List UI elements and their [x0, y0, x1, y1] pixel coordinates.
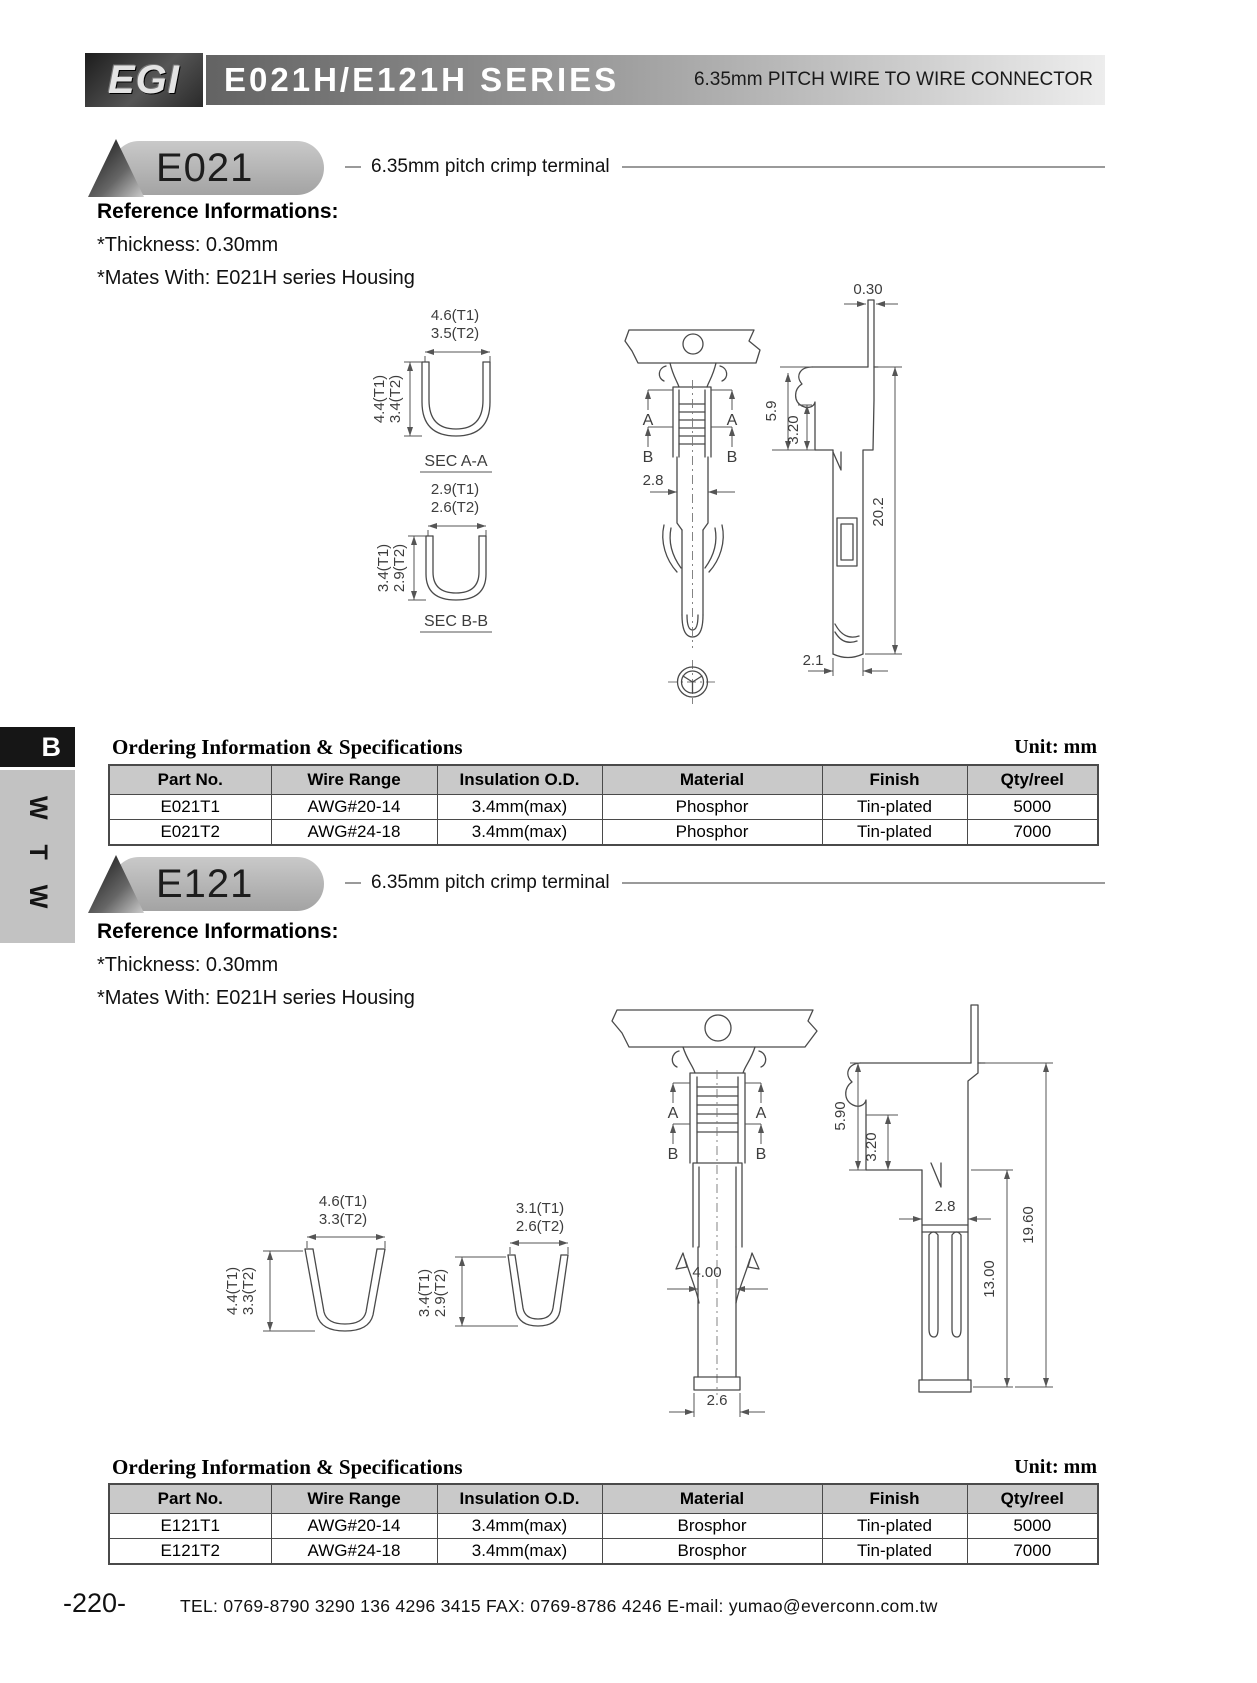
- dim-label: 5.90: [832, 1101, 849, 1131]
- table-row: [109, 820, 1098, 846]
- e021-unit-label: Unit: mm: [1014, 736, 1097, 758]
- col-header: Qty/reel: [967, 1484, 1098, 1514]
- col-header: Material: [602, 765, 822, 795]
- dim-label: 3.3(T2): [240, 1266, 257, 1316]
- dim-label: 3.3(T2): [318, 1211, 368, 1228]
- dim-label: 2.9(T2): [432, 1268, 449, 1318]
- section-label: SEC A-A: [424, 453, 488, 470]
- e121-technical-drawing: [215, 925, 1037, 1425]
- dim-label: 0.30: [853, 281, 883, 298]
- sidebar-index-letter: B: [41, 731, 61, 762]
- dim-label: 4.4(T1): [224, 1266, 241, 1316]
- cell: Tin-plated: [822, 820, 967, 846]
- table-header-row: [109, 765, 1098, 795]
- col-header: Insulation O.D.: [437, 1484, 602, 1514]
- col-header: Wire Range: [271, 1484, 437, 1514]
- table-row: [109, 1539, 1098, 1565]
- dim-label: 2.1: [802, 652, 824, 669]
- col-header: Qty/reel: [967, 765, 1098, 795]
- dim-label: 2.8: [934, 1198, 956, 1215]
- caption-line: [345, 166, 361, 168]
- section-mark-a: A: [726, 412, 738, 429]
- e021-technical-drawing: [330, 280, 1120, 710]
- cell: Brosphor: [602, 1539, 822, 1565]
- dim-label: 2.9(T1): [430, 481, 480, 498]
- brand-logo: [85, 53, 203, 107]
- caption-line: [345, 882, 361, 884]
- e121-ref-thickness: *Thickness: 0.30mm: [97, 954, 279, 976]
- e121-badge-label: E121: [156, 861, 254, 906]
- e021-badge-label: E021: [156, 145, 254, 190]
- section-mark-a: A: [642, 412, 654, 429]
- e021-ref-heading: Reference Informations:: [97, 200, 339, 223]
- dim-label: 3.20: [785, 415, 802, 445]
- e021-sec-aa: [371, 307, 492, 472]
- dim-label: 4.4(T1): [371, 374, 388, 424]
- section-mark-b: B: [755, 1146, 767, 1163]
- dim-label: 3.20: [863, 1132, 880, 1162]
- dim-label: 4.6(T1): [430, 307, 480, 324]
- dim-label: 5.9: [763, 400, 780, 422]
- cell: 3.4mm(max): [437, 795, 602, 820]
- cell: E021T2: [109, 820, 271, 846]
- table-row: [109, 795, 1098, 820]
- e121-side-view: [832, 1005, 1053, 1392]
- dim-label: 19.60: [1020, 1206, 1037, 1244]
- e121-front-view: [612, 1010, 817, 1417]
- cell: Brosphor: [602, 1514, 822, 1539]
- section-mark-b: B: [667, 1146, 679, 1163]
- dim-label: 4.6(T1): [318, 1193, 368, 1210]
- header-bar: [206, 55, 1105, 105]
- e021-ref-mates: *Mates With: E021H series Housing: [97, 267, 415, 289]
- cell: AWG#24-18: [271, 820, 437, 846]
- e021-sec-bb: [375, 481, 492, 632]
- e021-side-view: [763, 281, 902, 676]
- e021-caption: 6.35mm pitch crimp terminal: [371, 156, 610, 177]
- cell: 3.4mm(max): [437, 820, 602, 846]
- dim-label: 2.6: [706, 1392, 728, 1409]
- cell: AWG#20-14: [271, 795, 437, 820]
- dim-label: 2.6(T2): [515, 1218, 565, 1235]
- e121-caption: 6.35mm pitch crimp terminal: [371, 872, 610, 893]
- dim-label: 2.9(T2): [391, 543, 408, 593]
- e021-spec-title: Ordering Information & Specifications: [112, 735, 463, 759]
- dim-label: 3.1(T1): [515, 1200, 565, 1217]
- section-mark-a: A: [667, 1105, 679, 1122]
- dim-label: 2.6(T2): [430, 499, 480, 516]
- e121-sec-bb: [416, 1200, 568, 1326]
- cell: E121T1: [109, 1514, 271, 1539]
- series-subtitle: 6.35mm PITCH WIRE TO WIRE CONNECTOR: [693, 69, 1093, 90]
- section-mark-a: A: [755, 1105, 767, 1122]
- cell: E121T2: [109, 1539, 271, 1565]
- badge-triangle-icon: [88, 855, 144, 913]
- e021-badge: [88, 139, 338, 197]
- cell: 5000: [967, 795, 1098, 820]
- caption-line: [622, 882, 1105, 884]
- col-header: Insulation O.D.: [437, 765, 602, 795]
- cell: Tin-plated: [822, 795, 967, 820]
- cell: AWG#24-18: [271, 1539, 437, 1565]
- dim-label: 3.4(T1): [416, 1268, 433, 1318]
- e121-caption-row: [345, 874, 1105, 892]
- e021-caption-row: [345, 158, 1105, 176]
- cell: 5000: [967, 1514, 1098, 1539]
- col-header: Part No.: [109, 1484, 271, 1514]
- e021-ref-thickness: *Thickness: 0.30mm: [97, 234, 279, 256]
- dim-label: 3.4(T2): [387, 374, 404, 424]
- brand-logo-text: EGI: [108, 57, 180, 102]
- e121-unit-label: Unit: mm: [1014, 1456, 1097, 1478]
- badge-triangle-icon: [88, 139, 144, 197]
- caption-line: [622, 166, 1105, 168]
- cell: 3.4mm(max): [437, 1514, 602, 1539]
- cell: AWG#20-14: [271, 1514, 437, 1539]
- section-mark-b: B: [726, 449, 738, 466]
- col-header: Material: [602, 1484, 822, 1514]
- cell: 3.4mm(max): [437, 1539, 602, 1565]
- cell: 7000: [967, 1539, 1098, 1565]
- col-header: Finish: [822, 765, 967, 795]
- section-label: SEC B-B: [423, 613, 489, 630]
- e121-spec-title: Ordering Information & Specifications: [112, 1455, 463, 1479]
- section-mark-b: B: [642, 449, 654, 466]
- dim-label: 2.8: [642, 472, 664, 489]
- dim-label: 13.00: [981, 1260, 998, 1298]
- dim-label: 4.00: [692, 1264, 722, 1281]
- cell: 7000: [967, 820, 1098, 846]
- sidebar-index-tab: [0, 727, 75, 767]
- e021-spec-table: [108, 764, 1099, 846]
- col-header: Finish: [822, 1484, 967, 1514]
- e121-ref-heading: Reference Informations:: [97, 920, 339, 943]
- e121-spec-table: [108, 1483, 1099, 1565]
- cell: E021T1: [109, 795, 271, 820]
- dim-label: 3.5(T2): [430, 325, 480, 342]
- sidebar-category-box: [0, 770, 75, 943]
- cell: Tin-plated: [822, 1514, 967, 1539]
- col-header: Part No.: [109, 765, 271, 795]
- table-header-row: [109, 1484, 1098, 1514]
- cell: Phosphor: [602, 795, 822, 820]
- sidebar-category-label: W T W: [24, 795, 52, 918]
- col-header: Wire Range: [271, 765, 437, 795]
- e121-sec-aa: [224, 1193, 385, 1331]
- table-row: [109, 1514, 1098, 1539]
- dim-label: 20.2: [870, 497, 887, 527]
- page-number: -220-: [63, 1588, 127, 1618]
- dim-label: 3.4(T1): [375, 543, 392, 593]
- cell: Tin-plated: [822, 1539, 967, 1565]
- e021-front-view: [625, 330, 760, 704]
- contact-info: TEL: 0769-8790 3290 136 4296 3415 FAX: 0769-8786 4246 E-mail: yumao@everconn.com.tw: [180, 1596, 938, 1616]
- cell: Phosphor: [602, 820, 822, 846]
- series-title: E021H/E121H SERIES: [224, 61, 620, 98]
- e121-ref-mates: *Mates With: E021H series Housing: [97, 987, 415, 1009]
- e121-badge: [88, 855, 338, 913]
